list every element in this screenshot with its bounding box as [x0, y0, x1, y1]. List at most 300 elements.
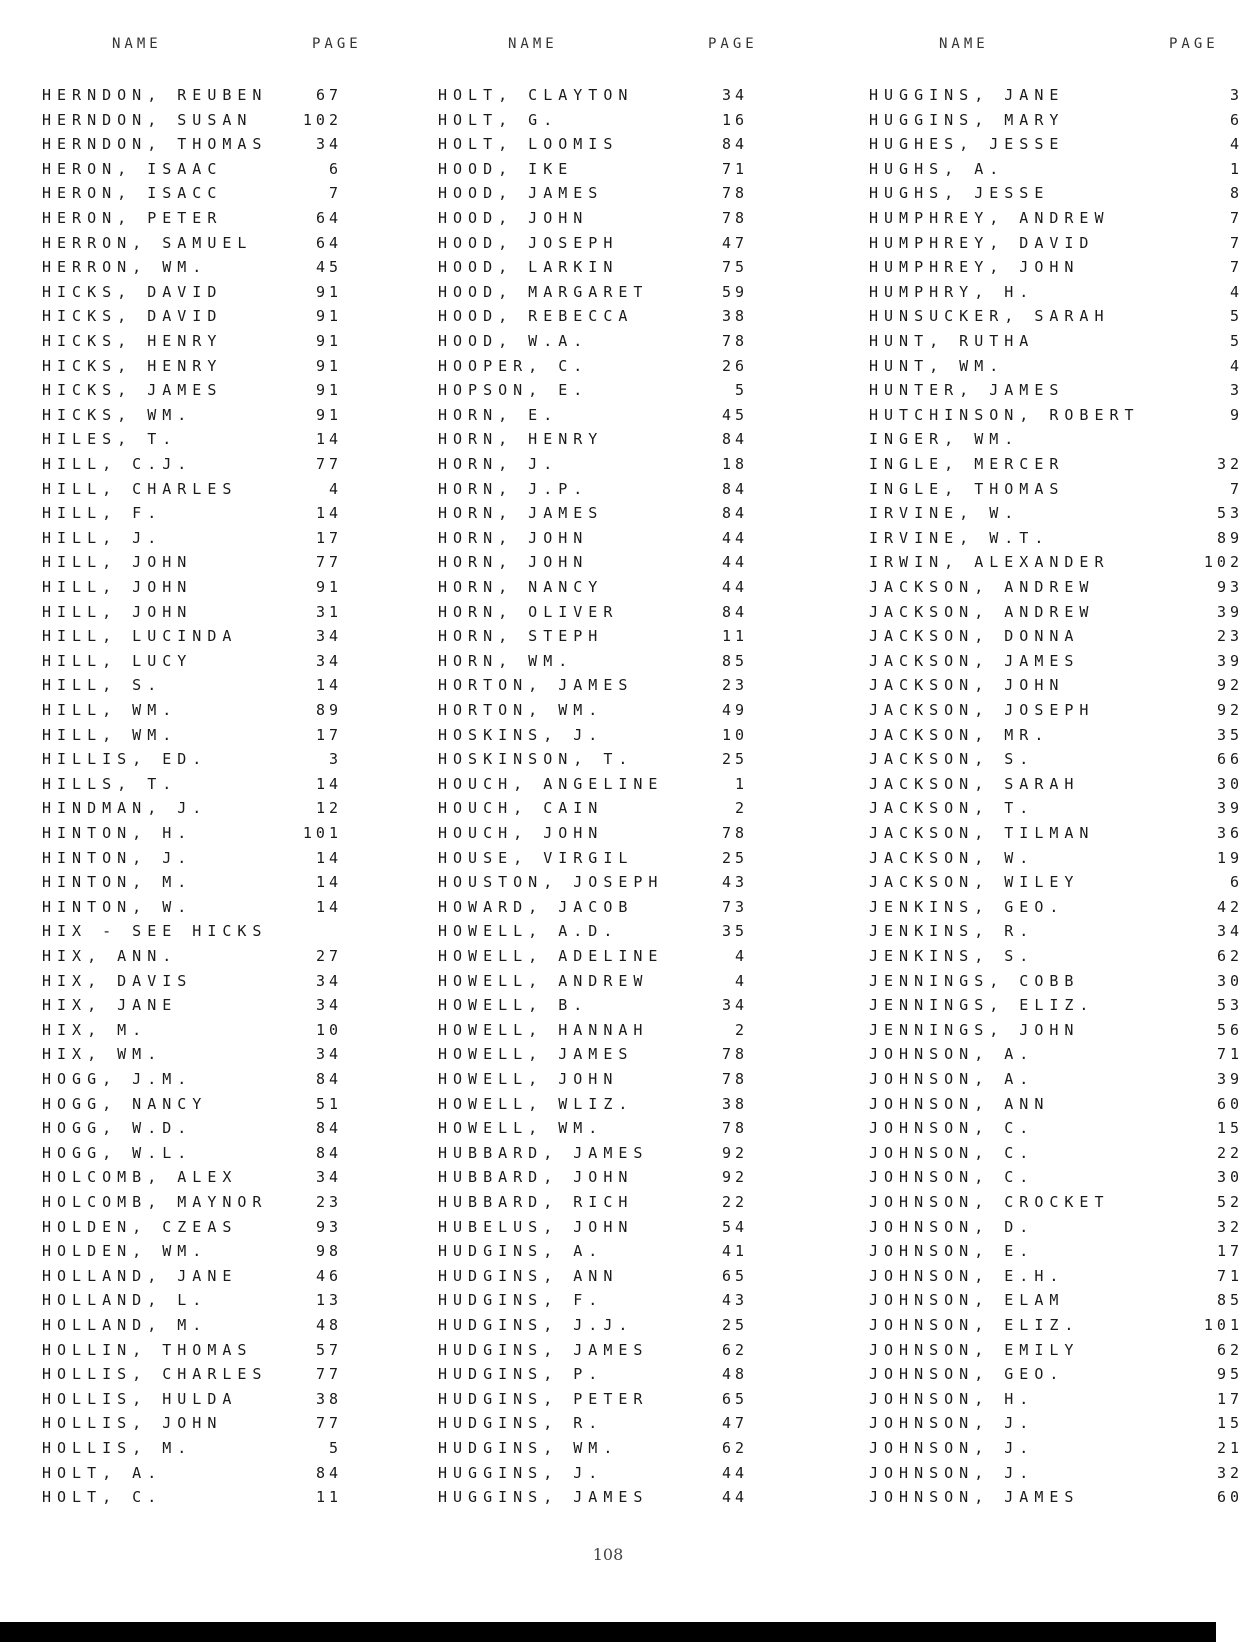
entry-page: 39 — [1216, 799, 1243, 818]
index-entry — [438, 427, 788, 451]
entry-page: 5 — [328, 1439, 342, 1457]
entry-name: HORN, E. — [438, 405, 559, 424]
entry-name: HOLT, G. — [438, 110, 559, 129]
entry-name: HOOD, JOSEPH — [438, 233, 619, 252]
entry-page: 78 — [721, 209, 748, 227]
index-entry — [438, 477, 788, 501]
entry-page: 34 — [721, 86, 748, 104]
entry-page: 47 — [721, 1414, 748, 1433]
entry-page: 7 — [1229, 233, 1243, 252]
entry-name: JOHNSON, C. — [869, 1143, 1035, 1162]
entry-page: 30 — [1216, 1168, 1243, 1187]
entry-name: HORN, JOHN — [438, 528, 589, 547]
index-entry — [42, 673, 382, 697]
entry-name: HINDMAN, J. — [42, 799, 208, 818]
entry-page: 23 — [1216, 627, 1243, 646]
entry-name: HOLLAND, L. — [42, 1291, 208, 1310]
index-entry — [869, 1485, 1243, 1509]
index-entry — [42, 1411, 382, 1435]
entry-page: 17 — [1216, 1242, 1243, 1261]
entry-name: HILL, J. — [42, 528, 163, 547]
index-entry — [869, 1165, 1243, 1189]
entry-name: HUBBARD, RICH — [438, 1193, 634, 1211]
entry-name: HOLCOMB, ALEX — [42, 1168, 238, 1187]
entry-name: HUDGINS, WM. — [438, 1439, 619, 1457]
index-entry — [42, 969, 382, 993]
entry-page: 62 — [721, 1340, 748, 1359]
entry-name: HERRON, SAMUEL — [42, 233, 253, 252]
entry-name: HOOD, JAMES — [438, 184, 604, 203]
entry-page: 95 — [1216, 1365, 1243, 1384]
entry-name: JOHNSON, D. — [869, 1217, 1035, 1236]
entry-page: 4 — [328, 479, 342, 498]
entry-page: 4 — [1229, 135, 1243, 154]
index-entry — [438, 1436, 788, 1460]
entry-name: HOGG, J.M. — [42, 1070, 193, 1088]
entry-page: 102 — [302, 110, 342, 129]
entry-page: 32 — [1216, 455, 1243, 473]
index-entry — [42, 993, 382, 1017]
entry-page: 7 — [1229, 209, 1243, 227]
index-entry — [438, 550, 788, 574]
entry-name: HOOPER, C. — [438, 356, 589, 375]
index-entry — [42, 378, 382, 402]
entry-page: 89 — [1216, 528, 1243, 547]
index-entry — [42, 747, 382, 771]
index-entry — [869, 870, 1243, 894]
index-entry — [869, 723, 1243, 747]
index-entry — [869, 526, 1243, 550]
entry-name: HOGG, W.L. — [42, 1143, 193, 1162]
entry-page: 84 — [315, 1463, 342, 1482]
entry-name: HIX, WM. — [42, 1045, 163, 1064]
index-entry — [42, 1116, 382, 1140]
entry-name: JENKINS, R. — [869, 922, 1035, 941]
entry-page: 56 — [1216, 1020, 1243, 1039]
entry-name: HUMPHRY, H. — [869, 282, 1035, 301]
entry-page: 46 — [315, 1266, 342, 1285]
entry-page: 27 — [315, 947, 342, 965]
index-entry — [42, 1485, 382, 1509]
entry-name: JACKSON, DONNA — [869, 627, 1080, 646]
index-entry — [438, 255, 788, 279]
entry-page: 14 — [315, 897, 342, 916]
entry-name: JOHNSON, CROCKET — [869, 1193, 1110, 1211]
entry-name: HUGGINS, J. — [438, 1463, 604, 1482]
entry-page: 92 — [721, 1168, 748, 1187]
entry-page: 84 — [721, 430, 748, 449]
entry-name: HOLT, LOOMIS — [438, 135, 619, 154]
entry-page: 65 — [721, 1266, 748, 1285]
entry-name: HOGG, W.D. — [42, 1119, 193, 1138]
entry-name: JOHNSON, A. — [869, 1045, 1035, 1064]
entry-page: 84 — [721, 504, 748, 523]
scan-edge-bar — [0, 1622, 1216, 1642]
entry-name: HERNDON, REUBEN — [42, 86, 268, 104]
index-entry — [438, 821, 788, 845]
index-entry — [42, 1092, 382, 1116]
entry-page: 48 — [721, 1365, 748, 1384]
entry-page: 44 — [721, 528, 748, 547]
index-entry — [869, 1436, 1243, 1460]
index-entry — [42, 1067, 382, 1091]
index-entry — [869, 354, 1243, 378]
index-entry — [438, 1288, 788, 1312]
entry-page: 71 — [721, 159, 748, 178]
index-entry — [869, 255, 1243, 279]
entry-name: JOHNSON, E. — [869, 1242, 1035, 1261]
index-entry — [869, 477, 1243, 501]
name-header: NAME — [939, 36, 989, 52]
index-entry — [42, 181, 382, 205]
entry-name: JOHNSON, ELAM — [869, 1291, 1065, 1310]
index-entry — [869, 1362, 1243, 1386]
entry-page: 84 — [721, 602, 748, 621]
index-entry — [438, 1387, 788, 1411]
index-entry — [869, 157, 1243, 181]
entry-name: JOHNSON, J. — [869, 1439, 1035, 1457]
entry-name: HUDGINS, F. — [438, 1291, 604, 1310]
entry-name: HOLT, CLAYTON — [438, 86, 634, 104]
entry-page: 19 — [1216, 848, 1243, 867]
index-entry — [869, 1092, 1243, 1116]
entry-page: 34 — [315, 1168, 342, 1187]
entry-name: JACKSON, ANDREW — [869, 578, 1095, 596]
index-entry — [42, 403, 382, 427]
entry-name: HUNT, WM. — [869, 356, 1005, 375]
entry-name: HUDGINS, R. — [438, 1414, 604, 1433]
entry-page: 53 — [1216, 504, 1243, 523]
index-entry — [869, 1042, 1243, 1066]
entry-page: 6 — [328, 159, 342, 178]
index-entry — [438, 157, 788, 181]
entry-name: HUGGINS, JANE — [869, 86, 1065, 104]
entry-page: 64 — [315, 209, 342, 227]
entry-name: HILL, JOHN — [42, 602, 193, 621]
entry-name: JOHNSON, ELIZ. — [869, 1316, 1080, 1334]
index-entry — [42, 550, 382, 574]
entry-page: 6 — [1229, 873, 1243, 892]
entry-name: HUGHS, A. — [869, 159, 1005, 178]
index-entry — [869, 649, 1243, 673]
index-entry — [438, 1338, 788, 1362]
entry-page: 7 — [328, 184, 342, 203]
entry-page: 71 — [1216, 1266, 1243, 1285]
index-entry — [42, 477, 382, 501]
entry-name: HIX, M. — [42, 1020, 148, 1039]
entry-page: 36 — [1216, 824, 1243, 842]
entry-name: HOUSTON, JOSEPH — [438, 873, 664, 892]
entry-page: 62 — [1216, 947, 1243, 965]
entry-page: 77 — [315, 1365, 342, 1384]
entry-name: HICKS, DAVID — [42, 282, 223, 301]
index-entry — [869, 747, 1243, 771]
entry-page: 60 — [1216, 1488, 1243, 1507]
index-entry — [438, 624, 788, 648]
entry-page: 77 — [315, 1414, 342, 1433]
entry-page: 11 — [315, 1488, 342, 1507]
entry-page: 34 — [315, 971, 342, 990]
index-entry — [438, 1042, 788, 1066]
entry-page: 9 — [1229, 405, 1243, 424]
entry-name: HOGG, NANCY — [42, 1094, 208, 1113]
entry-page: 93 — [1216, 578, 1243, 596]
entry-page: 34 — [315, 996, 342, 1015]
entry-name: HOOD, JOHN — [438, 209, 589, 227]
entry-name: IRVINE, W.T. — [869, 528, 1050, 547]
index-entry — [42, 1362, 382, 1386]
entry-name: JACKSON, MR. — [869, 725, 1050, 744]
entry-page: 66 — [1216, 750, 1243, 769]
index-entry — [42, 1436, 382, 1460]
entry-page: 25 — [721, 1316, 748, 1334]
index-entry — [42, 1141, 382, 1165]
index-entry — [42, 1264, 382, 1288]
entry-name: HILL, WM. — [42, 701, 178, 719]
entry-name: HUGHES, JESSE — [869, 135, 1065, 154]
entry-name: JOHNSON, C. — [869, 1168, 1035, 1187]
entry-name: JENNINGS, JOHN — [869, 1020, 1080, 1039]
index-entry — [438, 231, 788, 255]
entry-page: 14 — [315, 430, 342, 449]
entry-name: HOWELL, JOHN — [438, 1070, 619, 1088]
entry-page: 34 — [721, 996, 748, 1015]
entry-name: HUTCHINSON, ROBERT — [869, 405, 1140, 424]
entry-page: 91 — [315, 356, 342, 375]
entry-page: 93 — [315, 1217, 342, 1236]
index-entry — [42, 1042, 382, 1066]
entry-page: 67 — [315, 86, 342, 104]
entry-page: 54 — [721, 1217, 748, 1236]
index-entry — [42, 575, 382, 599]
index-entry — [869, 108, 1243, 132]
index-entry — [869, 772, 1243, 796]
index-entry — [438, 1411, 788, 1435]
entry-name: JOHNSON, J. — [869, 1414, 1035, 1433]
entry-page: 1 — [1229, 159, 1243, 178]
entry-name: HUMPHREY, ANDREW — [869, 209, 1110, 227]
entry-page: 38 — [721, 1094, 748, 1113]
entry-name: HILL, F. — [42, 504, 163, 523]
entry-page: 3 — [1229, 381, 1243, 400]
entry-page: 23 — [315, 1193, 342, 1211]
entry-name: HILL, JOHN — [42, 578, 193, 596]
entry-name: HICKS, JAMES — [42, 381, 223, 400]
entry-page: 42 — [1216, 897, 1243, 916]
entry-name: HICKS, DAVID — [42, 307, 223, 326]
entry-name: HORN, J. — [438, 455, 559, 473]
entry-name: HOUCH, JOHN — [438, 824, 604, 842]
entry-page: 34 — [315, 627, 342, 646]
index-entry — [438, 501, 788, 525]
entry-name: HOUSE, VIRGIL — [438, 848, 634, 867]
entry-page: 14 — [315, 848, 342, 867]
entry-page: 26 — [721, 356, 748, 375]
entry-page: 51 — [315, 1094, 342, 1113]
entry-name: HORN, OLIVER — [438, 602, 619, 621]
index-entry — [42, 796, 382, 820]
index-entry — [42, 354, 382, 378]
entry-name: HILL, WM. — [42, 725, 178, 744]
entry-page: 44 — [721, 578, 748, 596]
index-entry — [42, 206, 382, 230]
entry-page: 89 — [315, 701, 342, 719]
index-entry — [869, 206, 1243, 230]
index-entry — [42, 870, 382, 894]
entry-page: 21 — [1216, 1439, 1243, 1457]
entry-page: 84 — [315, 1119, 342, 1138]
entry-page: 22 — [1216, 1143, 1243, 1162]
entry-name: HERON, ISAAC — [42, 159, 223, 178]
entry-name: HUGGINS, JAMES — [438, 1488, 649, 1507]
index-entry — [869, 698, 1243, 722]
index-entry — [42, 821, 382, 845]
page-number: 108 — [592, 1545, 624, 1564]
index-entry — [869, 1264, 1243, 1288]
entry-name: HORN, NANCY — [438, 578, 604, 596]
entry-page: 8 — [1229, 184, 1243, 203]
entry-page: 32 — [1216, 1463, 1243, 1482]
index-entry — [869, 624, 1243, 648]
index-entry — [869, 83, 1243, 107]
entry-name: INGER, WM. — [869, 430, 1020, 449]
entry-page: 91 — [315, 381, 342, 400]
entry-name: HERNDON, THOMAS — [42, 135, 268, 154]
entry-page: 101 — [302, 824, 342, 842]
entry-name: HERNDON, SUSAN — [42, 110, 253, 129]
entry-page: 43 — [721, 873, 748, 892]
entry-name: HUBELUS, JOHN — [438, 1217, 634, 1236]
entry-name: HOLDEN, CZEAS — [42, 1217, 238, 1236]
entry-page: 84 — [721, 479, 748, 498]
entry-page: 5 — [1229, 332, 1243, 350]
index-entry — [438, 673, 788, 697]
index-entry — [869, 181, 1243, 205]
entry-page: 17 — [315, 725, 342, 744]
entry-page: 10 — [315, 1020, 342, 1039]
index-entry — [869, 501, 1243, 525]
page-header: PAGE — [312, 36, 362, 52]
index-entry — [438, 304, 788, 328]
index-entry — [869, 575, 1243, 599]
entry-page: 44 — [721, 1488, 748, 1507]
index-entry — [869, 550, 1243, 574]
index-entry — [42, 1338, 382, 1362]
index-entry — [42, 132, 382, 156]
index-entry — [438, 1018, 788, 1042]
entry-name: HUDGINS, A. — [438, 1242, 604, 1261]
entry-page: 4 — [1229, 356, 1243, 375]
entry-name: HIX, ANN. — [42, 947, 178, 965]
entry-page: 5 — [1229, 307, 1243, 326]
entry-page: 11 — [721, 627, 748, 646]
entry-name: HINTON, J. — [42, 848, 193, 867]
entry-name: HOOD, REBECCA — [438, 307, 634, 326]
entry-page: 71 — [1216, 1045, 1243, 1064]
index-entry — [438, 132, 788, 156]
entry-page: 77 — [315, 553, 342, 572]
entry-name: HOWARD, JACOB — [438, 897, 634, 916]
entry-page: 5 — [734, 381, 748, 400]
index-entry — [869, 846, 1243, 870]
entry-page: 75 — [721, 258, 748, 277]
entry-name: HILL, LUCINDA — [42, 627, 238, 646]
entry-name: HUBBARD, JAMES — [438, 1143, 649, 1162]
index-entry — [438, 919, 788, 943]
entry-name: HIX - SEE HICKS — [42, 922, 268, 941]
entry-name: HORN, JAMES — [438, 504, 604, 523]
index-entry — [42, 329, 382, 353]
entry-name: HUGGINS, MARY — [869, 110, 1065, 129]
index-entry — [438, 1092, 788, 1116]
entry-name: IRVINE, W. — [869, 504, 1020, 523]
index-entry — [42, 452, 382, 476]
entry-name: JACKSON, JOSEPH — [869, 701, 1095, 719]
entry-page: 43 — [721, 1291, 748, 1310]
index-entry — [438, 747, 788, 771]
index-entry — [438, 403, 788, 427]
entry-name: HILL, C.J. — [42, 455, 193, 473]
index-entry — [438, 796, 788, 820]
entry-name: HOWELL, ANDREW — [438, 971, 649, 990]
entry-name: HERON, PETER — [42, 209, 223, 227]
index-entry — [42, 919, 382, 943]
entry-page: 78 — [721, 1070, 748, 1088]
entry-name: HOLLIN, THOMAS — [42, 1340, 253, 1359]
entry-name: HOWELL, JAMES — [438, 1045, 634, 1064]
entry-name: JACKSON, W. — [869, 848, 1035, 867]
index-entry — [869, 796, 1243, 820]
entry-page: 30 — [1216, 971, 1243, 990]
index-entry — [869, 919, 1243, 943]
entry-page: 30 — [1216, 774, 1243, 793]
entry-name: HICKS, WM. — [42, 405, 193, 424]
entry-name: JACKSON, JOHN — [869, 676, 1065, 695]
entry-page: 1 — [734, 774, 748, 793]
entry-name: HILLS, T. — [42, 774, 178, 793]
entry-name: HOLCOMB, MAYNOR — [42, 1193, 268, 1211]
index-entry — [869, 1461, 1243, 1485]
entry-page: 92 — [1216, 701, 1243, 719]
entry-page: 34 — [315, 651, 342, 670]
entry-name: HORTON, WM. — [438, 701, 604, 719]
index-entry — [438, 772, 788, 796]
entry-name: HUDGINS, P. — [438, 1365, 604, 1384]
entry-name: HICKS, HENRY — [42, 356, 223, 375]
entry-page: 31 — [315, 602, 342, 621]
entry-page: 64 — [315, 233, 342, 252]
index-entry — [42, 1165, 382, 1189]
index-entry — [438, 1215, 788, 1239]
entry-page: 48 — [315, 1316, 342, 1334]
entry-page: 15 — [1216, 1414, 1243, 1433]
entry-page: 39 — [1216, 651, 1243, 670]
entry-page: 84 — [721, 135, 748, 154]
entry-name: HILL, CHARLES — [42, 479, 238, 498]
index-entry — [42, 108, 382, 132]
entry-page: 60 — [1216, 1094, 1243, 1113]
entry-page: 91 — [315, 405, 342, 424]
entry-name: HUDGINS, PETER — [438, 1389, 649, 1408]
entry-page: 7 — [1229, 479, 1243, 498]
index-entry — [869, 378, 1243, 402]
entry-name: HUNT, RUTHA — [869, 332, 1035, 350]
entry-page: 77 — [315, 455, 342, 473]
entry-page: 39 — [1216, 1070, 1243, 1088]
entry-page: 3 — [1229, 86, 1243, 104]
entry-page: 73 — [721, 897, 748, 916]
entry-page: 14 — [315, 676, 342, 695]
